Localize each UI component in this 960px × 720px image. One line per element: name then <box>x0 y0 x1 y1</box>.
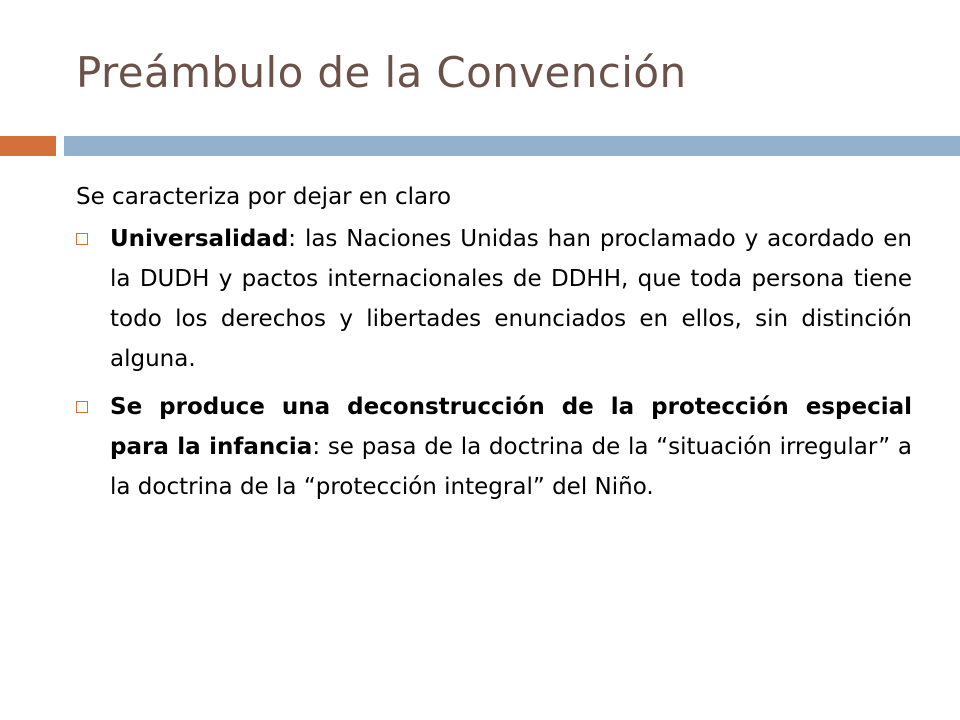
slide-body <box>76 177 912 515</box>
hollow-square-bullet-icon <box>76 233 88 245</box>
bullet-term: Universalidad <box>110 226 289 252</box>
title-accent-bar <box>0 136 56 156</box>
bullet-universalidad <box>76 219 912 379</box>
title-rule-bar <box>64 136 960 156</box>
intro-text: Se caracteriza por dejar en claro <box>76 184 452 210</box>
bullet-text: : las Naciones Unidas han proclamado y acordado en la DUDH y pactos internacionales de DDHH, que toda persona tiene todo los derechos y libertades enunciados en ellos, sin distinción alguna. <box>110 226 912 372</box>
bullet-term: Se produce una deconstrucción de la protección especial para la infancia <box>110 394 912 460</box>
bullet-text: : se pasa de la doctrina de la “situación irregular” a la doctrina de la “protección integral” del Niño. <box>110 434 912 500</box>
bullet-list <box>76 219 912 507</box>
bullet-deconstruccion <box>76 387 912 507</box>
hollow-square-bullet-icon <box>76 401 88 413</box>
slide-title: Preámbulo de la Convención <box>76 48 687 97</box>
